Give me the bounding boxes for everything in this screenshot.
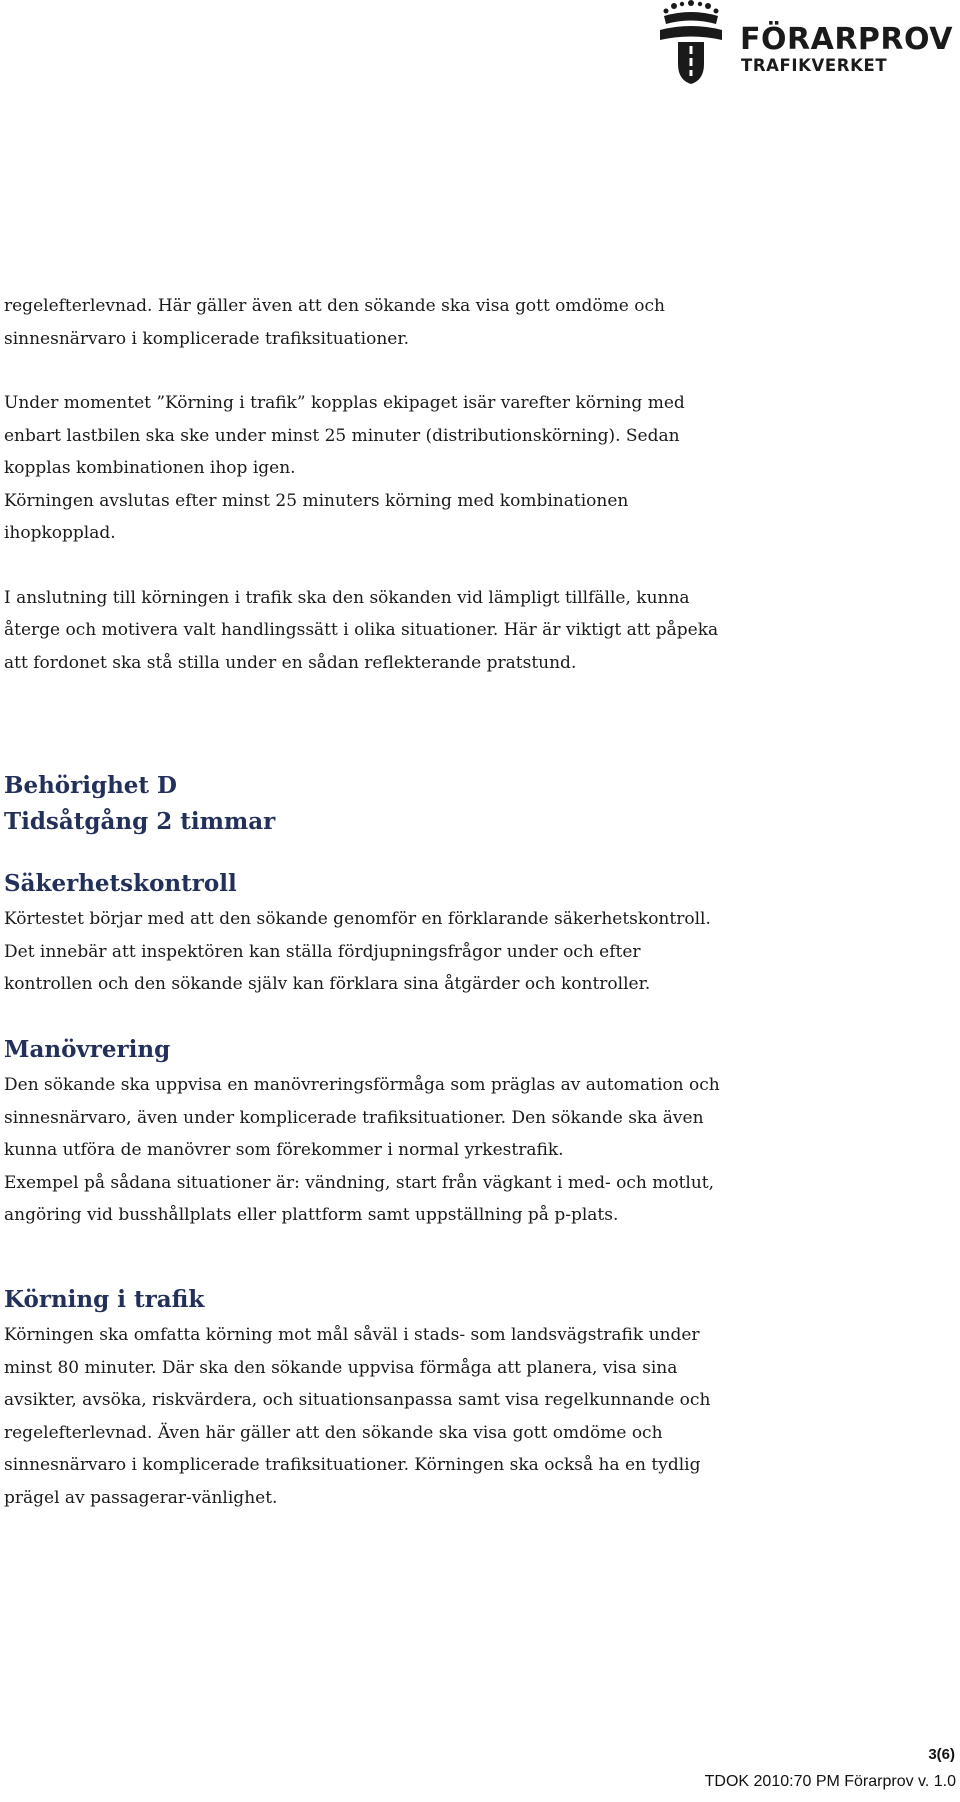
- intro-p2-line3: kopplas kombinationen ihop igen.: [4, 458, 296, 478]
- traffic-line3: avsikter, avsöka, riskvärdera, och situationsanpassa samt visa regelkunnande och: [4, 1390, 711, 1410]
- safety-section: [4, 866, 904, 902]
- intro-p2-line5: ihopkopplad.: [4, 523, 116, 543]
- safety-line2: Det innebär att inspektören kan ställa fördjupningsfrågor under och efter: [4, 941, 641, 962]
- logo-primary-text: FÖRARPROV: [740, 22, 953, 57]
- maneuver-line4: Exempel på sådana situationer är: vändning, start från vägkant i med- och motlut,: [4, 1172, 715, 1193]
- maneuver-line1: Den sökande ska uppvisa en manövreringsförmåga som präglas av automation och: [4, 1075, 720, 1095]
- traffic-line4: regelefterlevnad. Även här gäller att den sökande ska visa gott omdöme och: [4, 1422, 663, 1443]
- maneuver-body: [4, 1069, 904, 1232]
- intro-p3-line2: återge och motivera valt handlingssätt i olika situationer. Här är viktigt att påpeka: [4, 620, 719, 640]
- document-reference: TDOK 2010:70 PM Förarprov v. 1.0: [704, 1773, 956, 1790]
- section-d-title: Behörighet D: [4, 772, 178, 799]
- trafikverket-logo: [654, 0, 953, 86]
- safety-body: [4, 903, 904, 1001]
- traffic-line1: Körningen ska omfatta körning mot mål såväl i stads- som landsvägstrafik under: [4, 1325, 700, 1345]
- intro-p1-line1: regelefterlevnad. Här gäller även att den sökande ska visa gott omdöme och: [4, 296, 665, 316]
- traffic-body: [4, 1319, 904, 1514]
- safety-heading: Säkerhetskontroll: [4, 870, 237, 897]
- maneuver-line5: angöring vid busshållplats eller plattform samt uppställning på p-plats.: [4, 1205, 619, 1225]
- traffic-line5: sinnesnärvaro i komplicerade trafiksituationer. Körningen ska också ha en tydlig: [4, 1455, 701, 1475]
- section-d-header: [4, 768, 904, 840]
- traffic-line2: minst 80 minuter. Där ska den sökande uppvisa förmåga att planera, visa sina: [4, 1357, 678, 1378]
- intro-p3-line1: I anslutning till körningen i trafik ska den sökanden vid lämpligt tillfälle, kunna: [4, 587, 690, 608]
- maneuver-line3: kunna utföra de manövrer som förekommer i normal yrkestrafik.: [4, 1140, 564, 1160]
- section-d-subtitle: Tidsåtgång 2 timmar: [4, 808, 276, 835]
- page-number: 3(6): [928, 1746, 955, 1763]
- traffic-line6: prägel av passagerar-vänlighet.: [4, 1487, 278, 1508]
- maneuver-line2: sinnesnärvaro, även under komplicerade trafiksituationer. Den sökande ska även: [4, 1107, 704, 1128]
- intro-section: [4, 290, 904, 679]
- intro-p2-line1: Under momentet ”Körning i trafik” kopplas ekipaget isär varefter körning med: [4, 393, 685, 413]
- intro-p1-line2: sinnesnärvaro i komplicerade trafiksituationer.: [4, 328, 409, 349]
- maneuver-section: [4, 1032, 904, 1068]
- crown-emblem-icon: [654, 0, 728, 86]
- traffic-section: [4, 1282, 904, 1318]
- logo-secondary-text: TRAFIKVERKET: [741, 56, 888, 75]
- intro-p2-line2: enbart lastbilen ska ske under minst 25 minuter (distributionskörning). Sedan: [4, 425, 680, 446]
- safety-line1: Körtestet börjar med att den sökande genomför en förklarande säkerhetskontroll.: [4, 909, 711, 929]
- intro-p2-line4: Körningen avslutas efter minst 25 minuters körning med kombinationen: [4, 490, 629, 511]
- intro-p3-line3: att fordonet ska stå stilla under en sådan reflekterande pratstund.: [4, 652, 577, 673]
- maneuver-heading: Manövrering: [4, 1036, 171, 1063]
- traffic-heading: Körning i trafik: [4, 1286, 205, 1313]
- safety-line3: kontrollen och den sökande själv kan förklara sina åtgärder och kontroller.: [4, 974, 651, 994]
